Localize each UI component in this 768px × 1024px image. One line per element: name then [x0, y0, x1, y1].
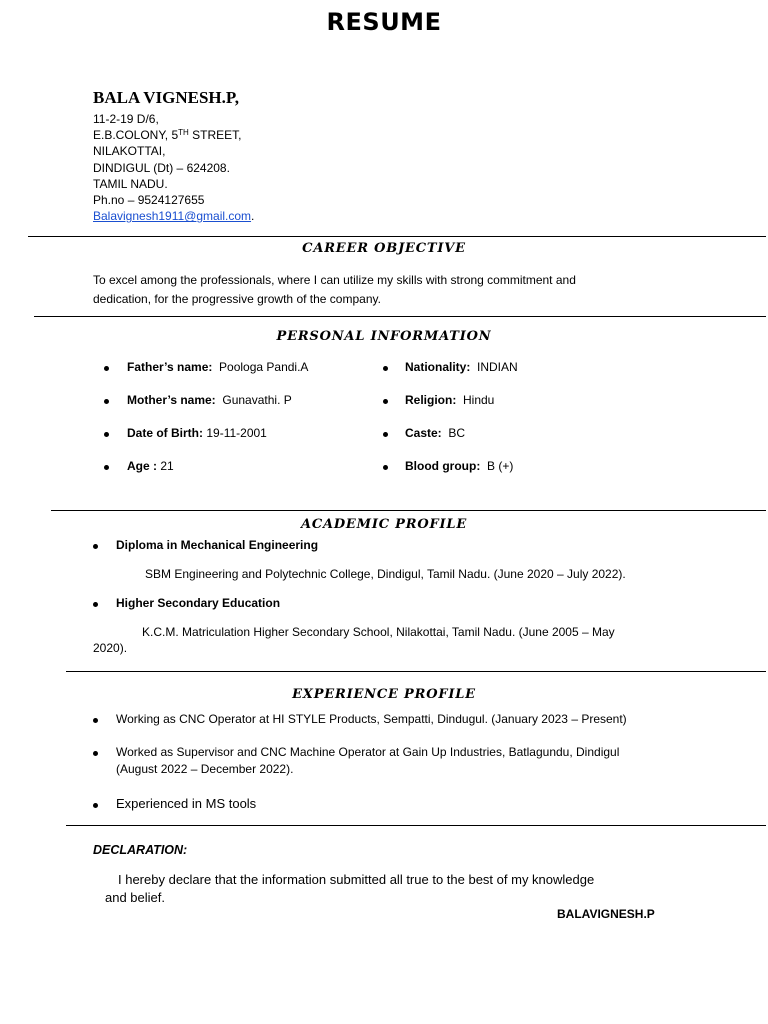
- address-line-5: TAMIL NADU.: [93, 176, 168, 191]
- diploma-institution: SBM Engineering and Polytechnic College, Dindigul, Tamil Nadu. (June 2020 – July 2022).: [145, 567, 626, 581]
- experience-item-2: Worked as Supervisor and CNC Machine Operator at Gain Up Industries, Batlagundu, Dindigul: [116, 745, 620, 759]
- bullet-icon: [104, 465, 109, 470]
- caste: [405, 426, 465, 440]
- phone-number: Ph.no – 9524127655: [93, 193, 205, 208]
- address-line-2-suffix: STREET,: [188, 128, 242, 143]
- fathers-name-label: Father’s name:: [127, 360, 213, 374]
- bullet-icon: [104, 366, 109, 371]
- resume-title: RESUME: [326, 8, 442, 36]
- declaration-heading: DECLARATION:: [93, 843, 188, 857]
- bullet-icon: [93, 751, 98, 756]
- experience-item-3: Experienced in MS tools: [116, 796, 257, 811]
- date-of-birth: [127, 426, 267, 440]
- experience-item-1: Working as CNC Operator at HI STYLE Products, Sempatti, Dindugul. (January 2023 – Present): [116, 712, 627, 726]
- declaration-line-1: I hereby declare that the information submitted all true to the best of my knowledge: [118, 872, 595, 887]
- blood-group: [405, 459, 513, 473]
- caste-label: Caste:: [405, 426, 442, 440]
- caste-value: BC: [448, 426, 466, 440]
- blood-group-label: Blood group:: [405, 459, 481, 473]
- age-label: Age :: [127, 459, 157, 473]
- higher-secondary-institution-cont: 2020).: [93, 641, 128, 655]
- email-link[interactable]: Balavignesh1911@gmail.com: [93, 209, 252, 224]
- age-value: 21: [160, 459, 174, 473]
- religion-value: Hindu: [463, 393, 495, 407]
- signature: BALAVIGNESH.P: [557, 907, 655, 921]
- nationality-label: Nationality:: [405, 360, 471, 374]
- nationality: [405, 360, 518, 374]
- declaration-line-2: and belief.: [105, 890, 165, 905]
- bullet-icon: [383, 432, 388, 437]
- experience-item-2-cont: (August 2022 – December 2022).: [116, 762, 294, 776]
- bullet-icon: [104, 432, 109, 437]
- bullet-icon: [93, 544, 98, 549]
- mothers-name-label: Mother’s name:: [127, 393, 216, 407]
- career-objective-line-2: dedication, for the progressive growth of the company.: [93, 292, 381, 306]
- fathers-name-value: Poologa Pandi.A: [219, 360, 309, 374]
- bullet-icon: [383, 465, 388, 470]
- date-of-birth-label: Date of Birth:: [127, 426, 203, 440]
- email-suffix: .: [251, 209, 255, 224]
- career-objective-line-1: To excel among the professionals, where I can utilize my skills with strong commitment and: [93, 273, 576, 287]
- personal-information-heading: PERSONAL INFORMATION: [276, 329, 492, 344]
- diploma-degree: Diploma in Mechanical Engineering: [116, 538, 319, 552]
- bullet-icon: [104, 399, 109, 404]
- date-of-birth-value: 19-11-2001: [206, 426, 267, 440]
- divider: [51, 510, 766, 511]
- divider: [34, 316, 766, 317]
- address-line-2-sup: TH: [178, 128, 189, 138]
- mothers-name: [127, 393, 292, 407]
- higher-secondary-degree: Higher Secondary Education: [116, 596, 281, 610]
- candidate-name: BALA VIGNESH.P,: [93, 88, 239, 107]
- address-line-1: 11-2-19 D/6,: [93, 112, 159, 126]
- divider: [28, 236, 766, 237]
- bullet-icon: [383, 399, 388, 404]
- academic-profile-heading: ACADEMIC PROFILE: [300, 517, 468, 532]
- bullet-icon: [93, 718, 98, 723]
- fathers-name: [127, 360, 308, 374]
- career-objective-text: [93, 271, 576, 309]
- religion: [405, 393, 494, 407]
- divider: [66, 825, 766, 826]
- bullet-icon: [93, 803, 98, 808]
- age: [127, 459, 174, 473]
- blood-group-value: B (+): [486, 459, 514, 473]
- higher-secondary-institution: K.C.M. Matriculation Higher Secondary School, Nilakottai, Tamil Nadu. (June 2005 – May: [142, 625, 615, 639]
- career-objective-heading: CAREER OBJECTIVE: [302, 241, 466, 256]
- email-line: [93, 208, 254, 224]
- religion-label: Religion:: [405, 393, 457, 407]
- nationality-value: INDIAN: [477, 360, 518, 374]
- contact-block: [93, 111, 254, 224]
- experience-profile-heading: EXPERIENCE PROFILE: [292, 687, 476, 702]
- address-line-4: DINDIGUL (Dt) – 624208.: [93, 160, 230, 175]
- bullet-icon: [383, 366, 388, 371]
- mothers-name-value: Gunavathi. P: [222, 393, 292, 407]
- address-line-3: NILAKOTTAI,: [93, 144, 166, 159]
- address-line-2: [93, 127, 254, 143]
- divider: [66, 671, 766, 672]
- bullet-icon: [93, 602, 98, 607]
- address-line-2-prefix: E.B.COLONY, 5: [93, 128, 179, 143]
